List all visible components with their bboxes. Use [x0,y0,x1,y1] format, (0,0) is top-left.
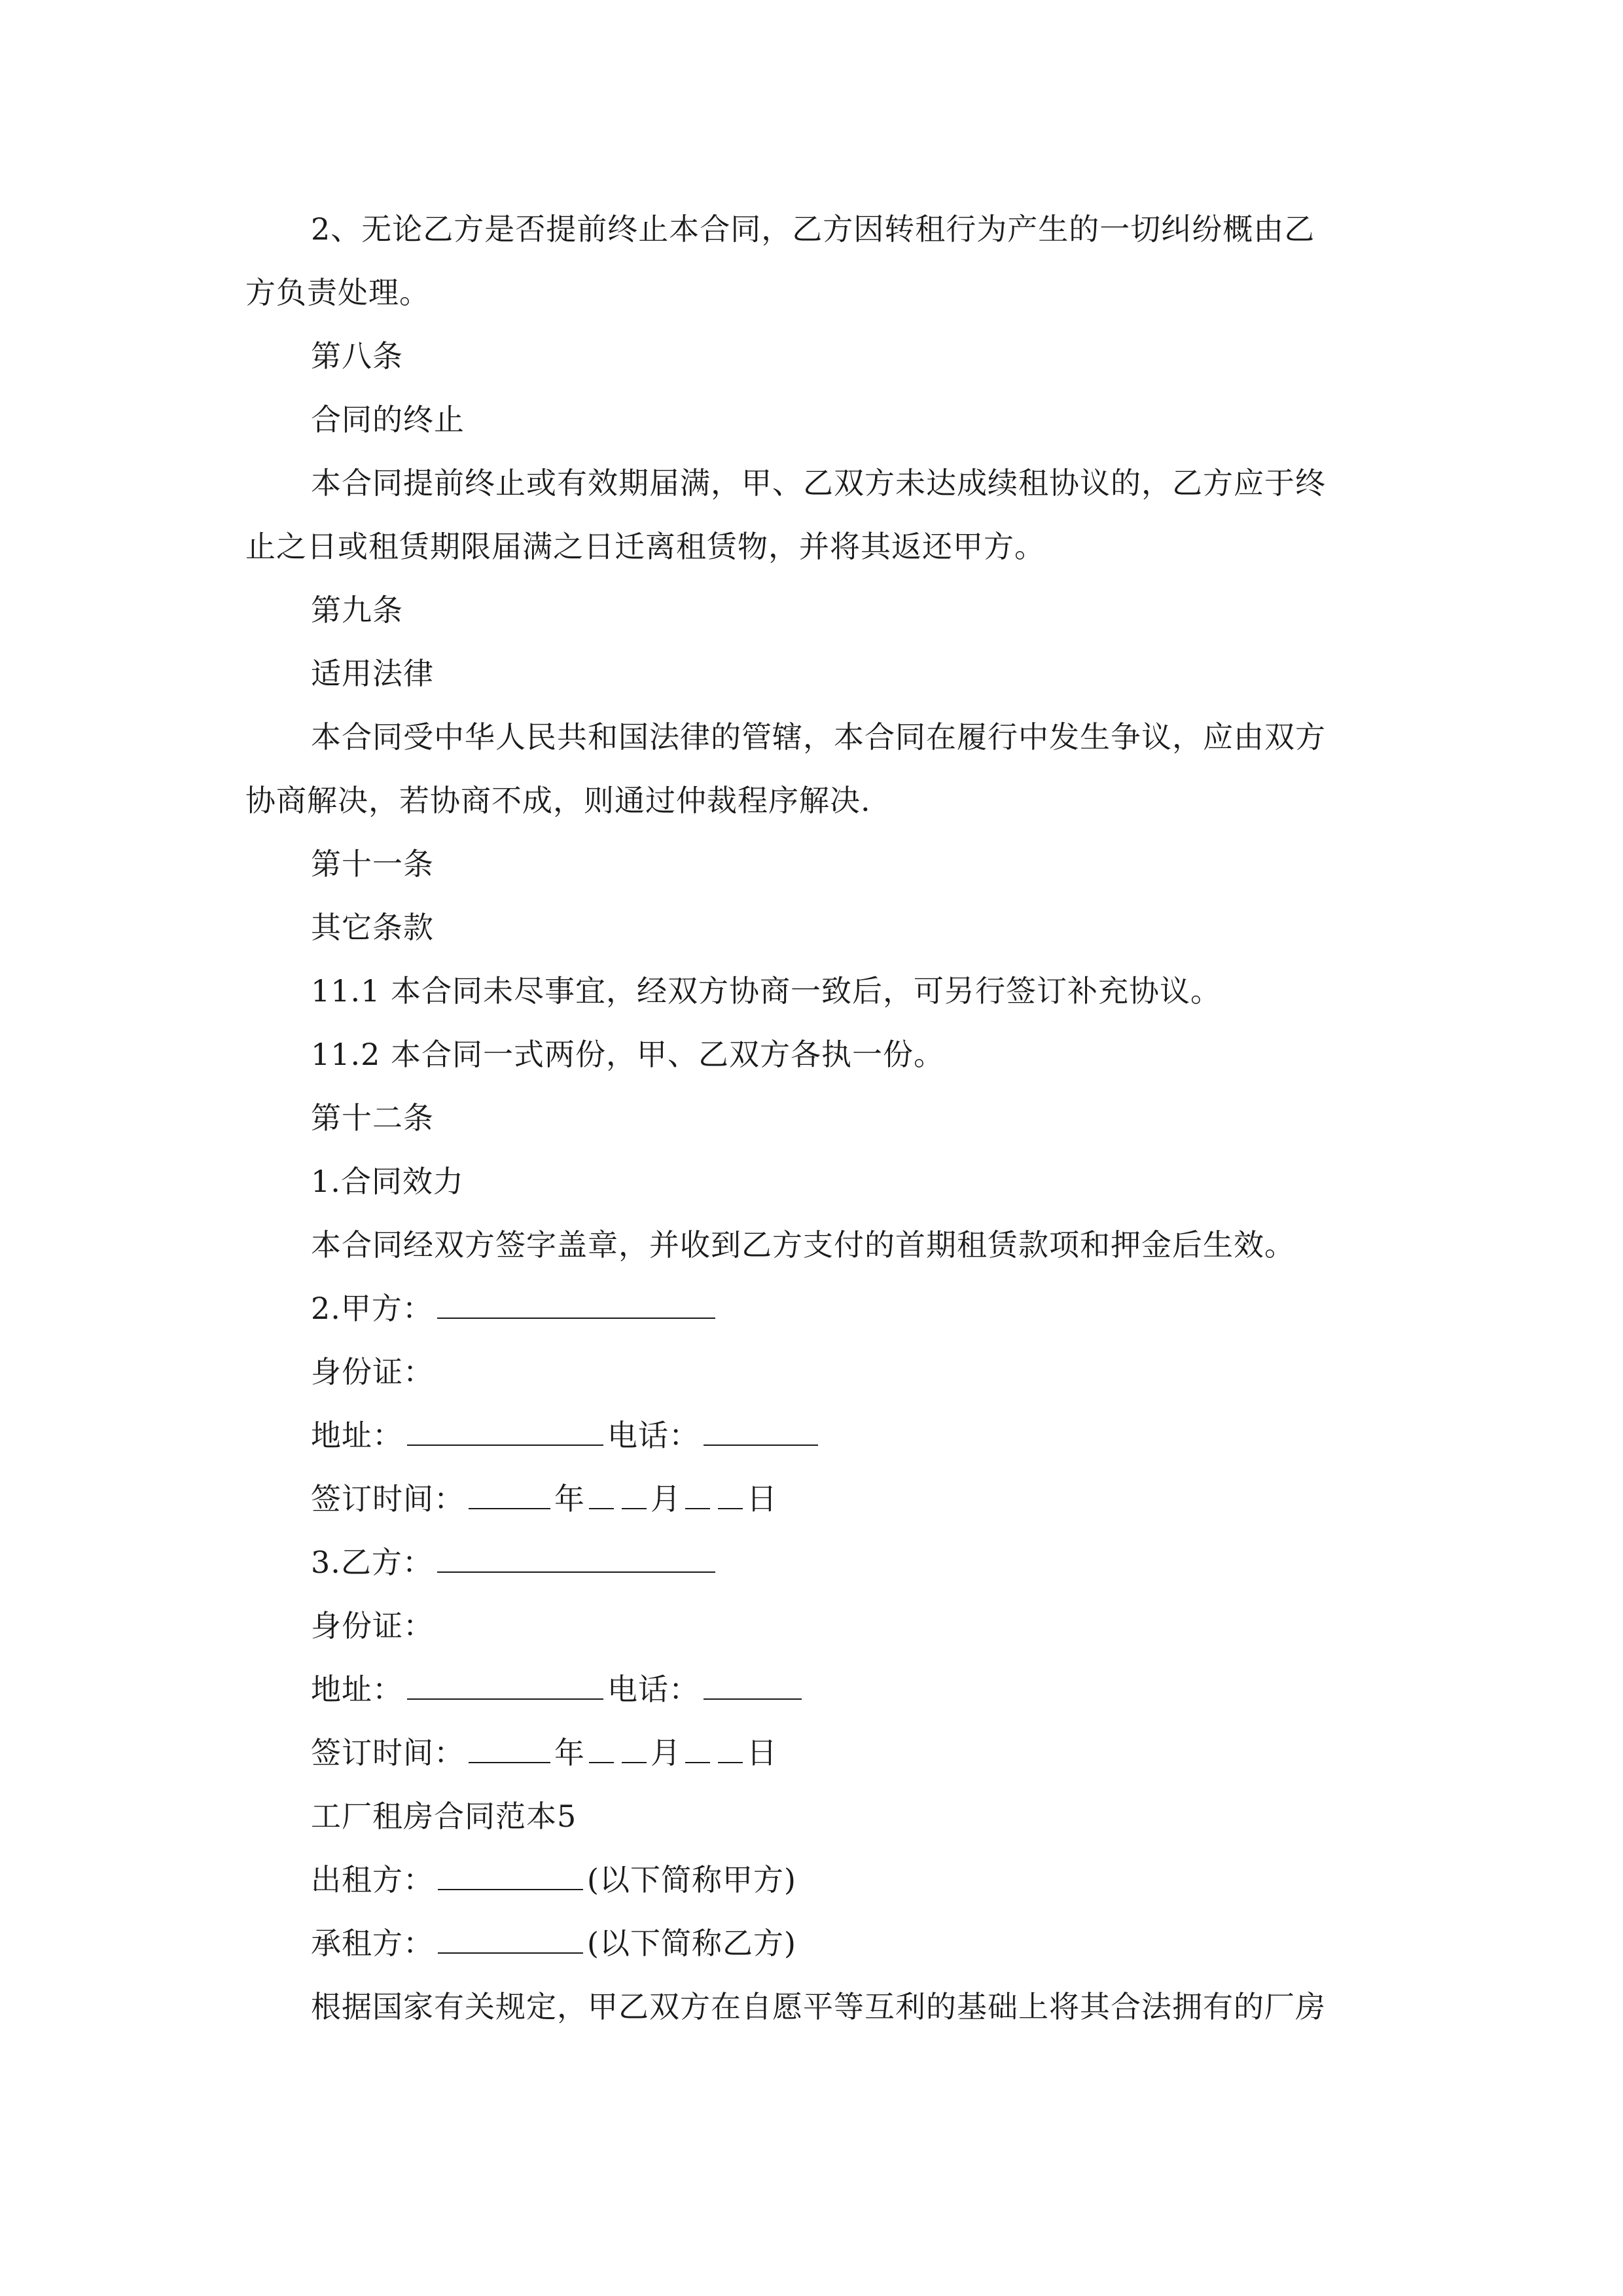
month-field[interactable] [589,1479,614,1509]
paragraph-line: 本合同提前终止或有效期届满，甲、乙双方未达成续租协议的，乙方应于终 [311,465,1326,501]
day-field[interactable] [718,1733,743,1763]
address-label: 地址： [311,1672,403,1707]
paragraph-line: 本合同经双方签字盖章，并收到乙方支付的首期租赁款项和押金后生效。 [311,1227,1295,1263]
party-b-label: 3.乙方： [311,1545,433,1580]
section-title: 工厂租房合同范本5 [311,1799,577,1834]
clause-line: 11.2 本合同一式两份，甲、乙双方各执一份。 [311,1037,945,1072]
year-field[interactable] [469,1479,550,1509]
party-b-id-line [311,1606,434,1645]
month-field[interactable] [622,1479,647,1509]
article-heading: 第九条 [311,592,403,628]
day-field[interactable] [718,1479,743,1509]
party-b-address-field[interactable] [407,1670,603,1700]
article-title: 其它条款 [311,910,434,945]
party-a-phone-field[interactable] [704,1416,818,1446]
phone-label: 电话： [607,1418,700,1453]
article-title: 1.合同效力 [311,1164,464,1199]
party-b-phone-field[interactable] [704,1670,802,1700]
year-label: 年 [554,1735,585,1770]
lessee-note: (以下简称乙方) [587,1926,796,1961]
paragraph-line: 2、无论乙方是否提前终止本合同，乙方因转租行为产生的一切纠纷概由乙 [311,211,1315,247]
party-a-line [311,1289,719,1328]
party-a-id-line [311,1352,434,1391]
month-label: 月 [651,1481,681,1516]
paragraph-line: 协商解决，若协商不成，则通过仲裁程序解决. [245,783,871,818]
lessor-line [311,1860,796,1899]
party-b-line [311,1543,719,1582]
year-label: 年 [554,1481,585,1516]
party-a-label: 2.甲方： [311,1291,433,1326]
phone-label: 电话： [607,1672,700,1707]
lessor-note: (以下简称甲方) [587,1862,796,1897]
party-b-date-line [311,1733,777,1772]
month-field[interactable] [622,1733,647,1763]
party-a-address-line [311,1416,822,1455]
address-label: 地址： [311,1418,403,1453]
party-a-address-field[interactable] [407,1416,603,1446]
lessee-label: 承租方： [311,1926,434,1961]
lessor-label: 出租方： [311,1862,434,1897]
date-label: 签订时间： [311,1735,465,1770]
paragraph-line: 方负责处理。 [245,275,430,310]
paragraph-line: 本合同受中华人民共和国法律的管辖，本合同在履行中发生争议，应由双方 [311,719,1326,755]
month-field[interactable] [589,1733,614,1763]
year-field[interactable] [469,1733,550,1763]
paragraph-line: 止之日或租赁期限届满之日迁离租赁物，并将其返还甲方。 [245,529,1045,564]
party-a-name-field[interactable] [437,1289,715,1319]
day-field[interactable] [685,1479,710,1509]
party-b-address-line [311,1670,806,1709]
party-b-name-field[interactable] [437,1543,715,1573]
date-label: 签订时间： [311,1481,465,1516]
id-label: 身份证： [311,1354,434,1390]
article-title: 合同的终止 [311,402,465,437]
lessee-line [311,1924,796,1963]
clause-line: 11.1 本合同未尽事宜，经双方协商一致后，可另行签订补充协议。 [311,973,1222,1009]
id-label: 身份证： [311,1608,434,1643]
lessee-field[interactable] [438,1924,583,1954]
paragraph-line: 根据国家有关规定，甲乙双方在自愿平等互利的基础上将其合法拥有的厂房 [311,1989,1326,2024]
party-a-date-line [311,1479,777,1518]
day-label: 日 [747,1735,777,1770]
article-heading: 第八条 [311,338,403,374]
article-heading: 第十二条 [311,1100,434,1136]
article-heading: 第十一条 [311,846,434,882]
day-field[interactable] [685,1733,710,1763]
month-label: 月 [651,1735,681,1770]
article-title: 适用法律 [311,656,434,691]
day-label: 日 [747,1481,777,1516]
lessor-field[interactable] [438,1860,583,1890]
